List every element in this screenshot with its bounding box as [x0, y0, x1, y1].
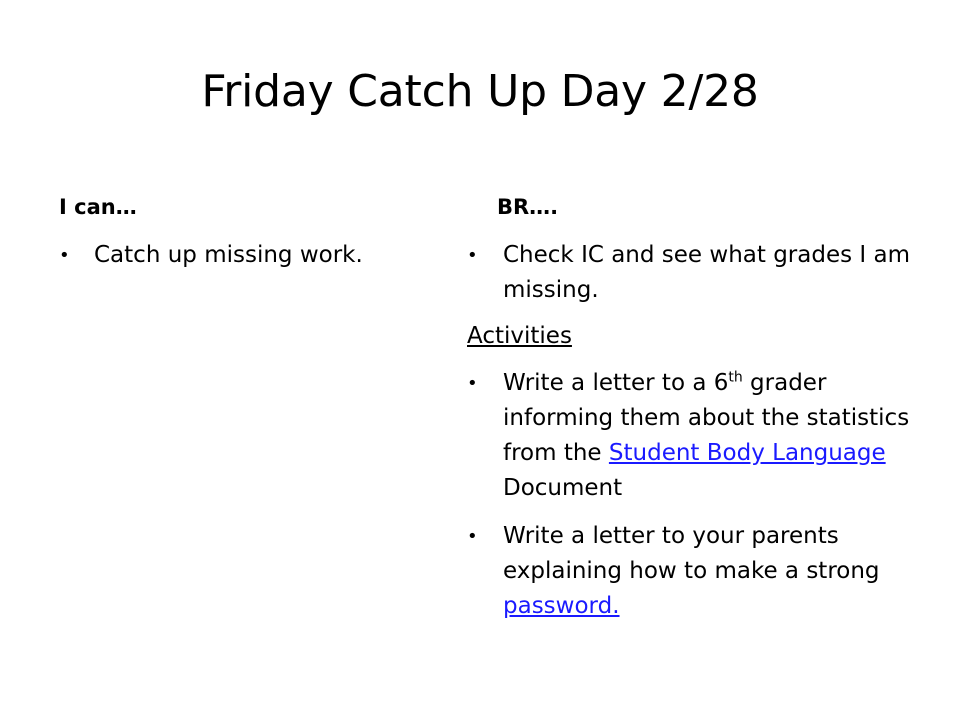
bullet-text-part: Write a letter to your parents explaining how to make a strong [503, 523, 880, 584]
list-item [467, 366, 917, 506]
password-link[interactable]: password. [503, 593, 620, 619]
slide-title: Friday Catch Up Day 2/28 [201, 66, 759, 117]
right-column-heading: BR…. [497, 195, 559, 219]
bullet-text-part: Document [503, 475, 623, 501]
activities-label: Activities [467, 323, 572, 349]
left-bullet-list [59, 238, 449, 286]
superscript-ordinal: th [728, 369, 743, 386]
student-body-language-link[interactable]: Student Body Language [608, 440, 886, 466]
bullet-text: Check IC and see what grades I am missing. [503, 242, 910, 303]
left-column-heading: I can… [59, 195, 137, 219]
list-item [467, 238, 917, 308]
bullet-text-part: Write a letter to a 6 [503, 370, 729, 396]
list-item [467, 519, 917, 624]
bullet-dot-icon: • [467, 245, 478, 266]
bullet-dot-icon: • [467, 526, 478, 547]
bullet-text-part: grader informing them about the statistics from the [503, 370, 910, 466]
bullet-text: Catch up missing work. [94, 242, 363, 268]
bullet-dot-icon: • [59, 245, 70, 266]
bullet-dot-icon: • [467, 373, 478, 394]
list-item [59, 238, 449, 273]
right-bullet-list [467, 238, 917, 637]
